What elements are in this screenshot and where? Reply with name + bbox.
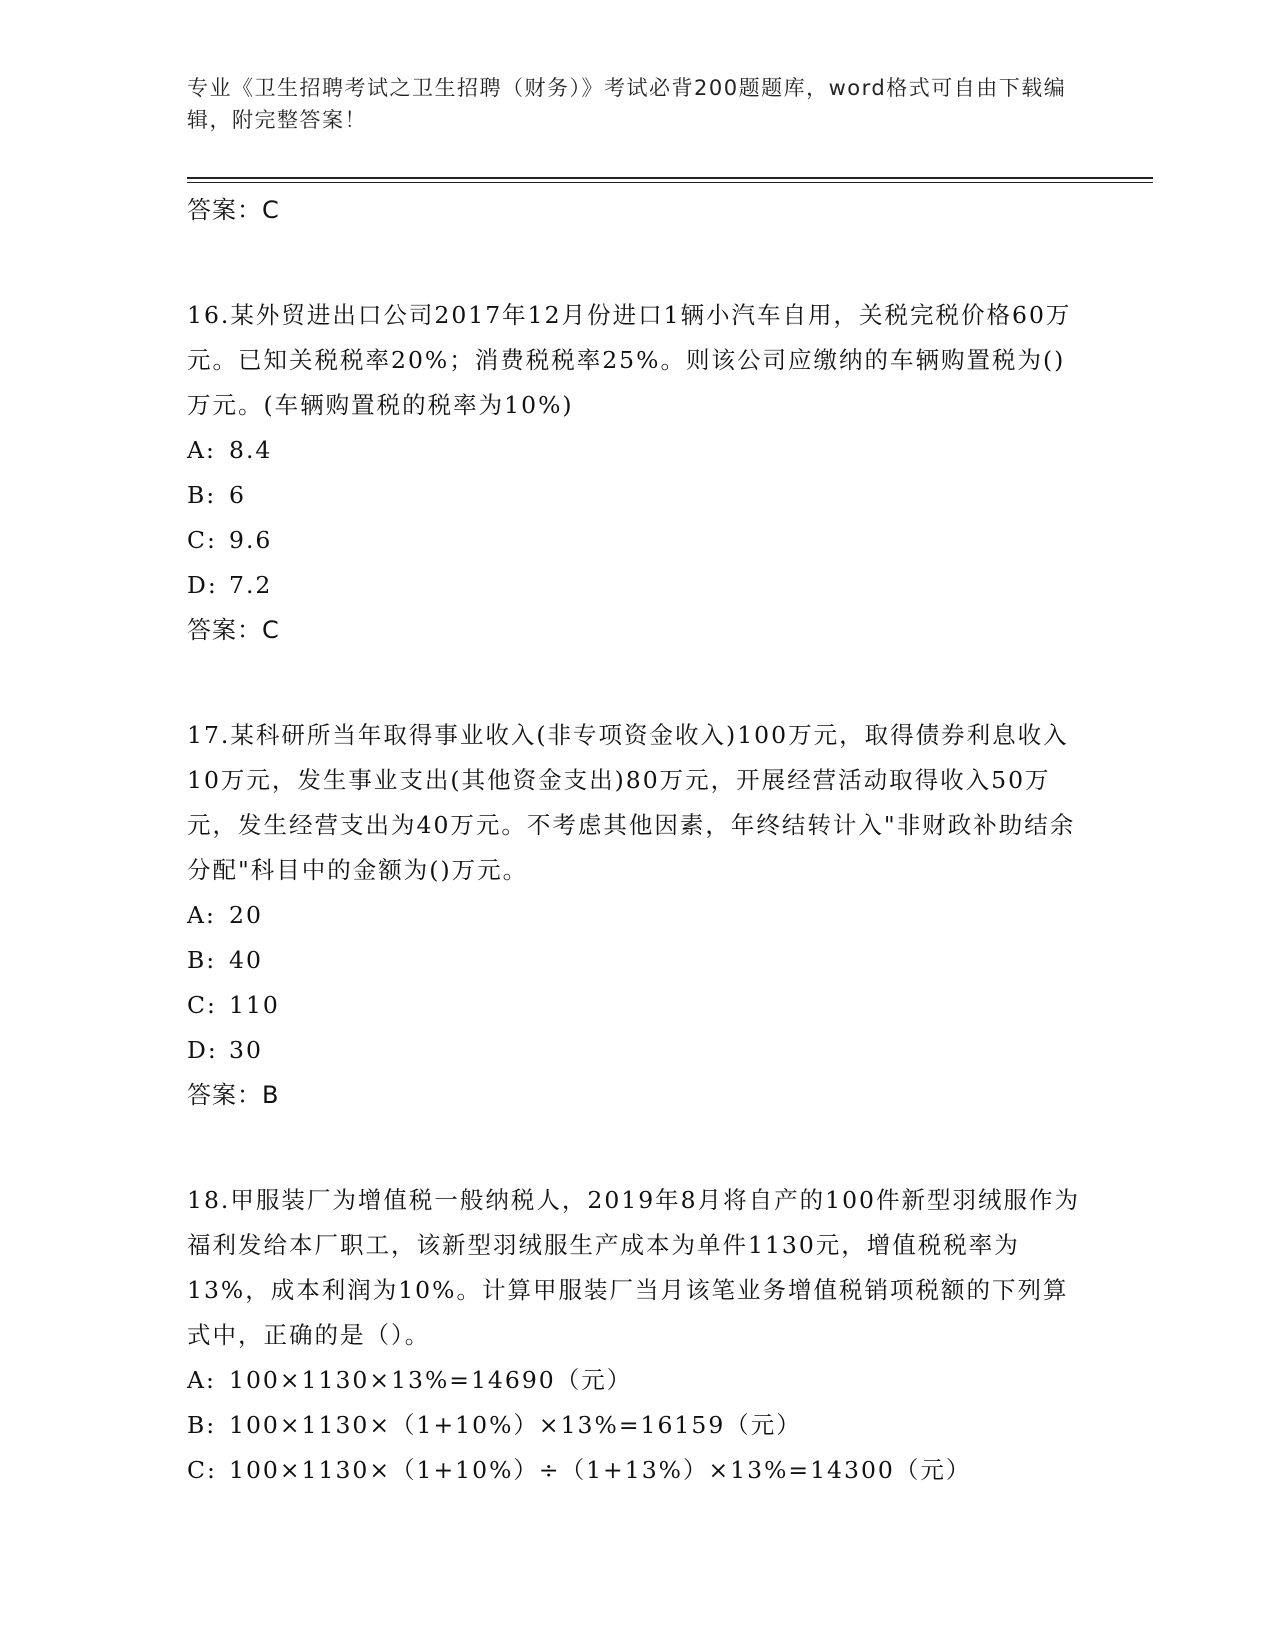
question-18 <box>187 1178 1087 1493</box>
option-key: C: <box>187 526 217 554</box>
header-rule-thick <box>187 177 1153 179</box>
header-rule-thin <box>187 182 1153 183</box>
document-header: 专业《卫生招聘考试之卫生招聘（财务）》考试必背200题题库，word格式可自由下载编辑，附完整答案！ <box>187 76 1067 132</box>
option-text: 20 <box>229 901 263 929</box>
question-stem: 17.某科研所当年取得事业收入(非专项资金收入)100万元，取得债券利息收入10万元，发生事业支出(其他资金支出)80万元，开展经营活动取得收入50万元，发生经营支出为40万元。不考虑其他因素，年终结转计入"非财政补助结余分配"科目中的金额为()万元。 <box>187 721 1076 884</box>
answer-line: 答案：C <box>187 616 280 644</box>
option-key: D: <box>187 571 218 599</box>
option-text: 110 <box>229 991 280 1019</box>
question-17 <box>187 713 1087 1118</box>
option-key: C: <box>187 1456 217 1484</box>
option-a <box>187 428 1087 473</box>
option-text: 100×1130×13%=14690（元） <box>229 1366 633 1394</box>
question-stem: 16.某外贸进出口公司2017年12月份进口1辆小汽车自用，关税完税价格60万元。已知关税税率20%；消费税税率25%。则该公司应缴纳的车辆购置税为()万元。(车辆购置税的税率为10%) <box>187 301 1072 419</box>
option-a <box>187 893 1087 938</box>
answer-line: 答案：B <box>187 1081 280 1109</box>
option-b <box>187 938 1087 983</box>
option-d <box>187 563 1087 608</box>
option-key: B: <box>187 946 217 974</box>
option-text: 100×1130×（1+10%）÷（1+13%）×13%=14300（元） <box>229 1456 972 1484</box>
option-text: 6 <box>229 481 246 509</box>
option-key: A: <box>187 901 216 929</box>
option-c <box>187 518 1087 563</box>
option-a <box>187 1358 1087 1403</box>
option-key: B: <box>187 481 217 509</box>
option-key: A: <box>187 1366 216 1394</box>
document-body <box>187 188 1087 1493</box>
option-text: 30 <box>229 1036 263 1064</box>
option-text: 40 <box>229 946 263 974</box>
option-text: 7.2 <box>229 571 273 599</box>
question-16 <box>187 293 1087 653</box>
option-text: 100×1130×（1+10%）×13%=16159（元） <box>229 1411 802 1439</box>
option-text: 9.6 <box>229 526 273 554</box>
question-stem: 18.甲服装厂为增值税一般纳税人，2019年8月将自产的100件新型羽绒服作为福利发给本厂职工，该新型羽绒服生产成本为单件1130元，增值税税率为13%，成本利润为10%。计算甲服装厂当月该笔业务增值税销项税额的下列算式中，正确的是（）。 <box>187 1186 1080 1349</box>
answer-line: 答案：C <box>187 196 280 224</box>
option-key: D: <box>187 1036 218 1064</box>
option-b <box>187 473 1087 518</box>
option-c <box>187 983 1087 1028</box>
option-c <box>187 1448 1087 1493</box>
option-b <box>187 1403 1087 1448</box>
option-d <box>187 1028 1087 1073</box>
option-text: 8.4 <box>229 436 273 464</box>
option-key: B: <box>187 1411 217 1439</box>
option-key: A: <box>187 436 216 464</box>
option-key: C: <box>187 991 217 1019</box>
